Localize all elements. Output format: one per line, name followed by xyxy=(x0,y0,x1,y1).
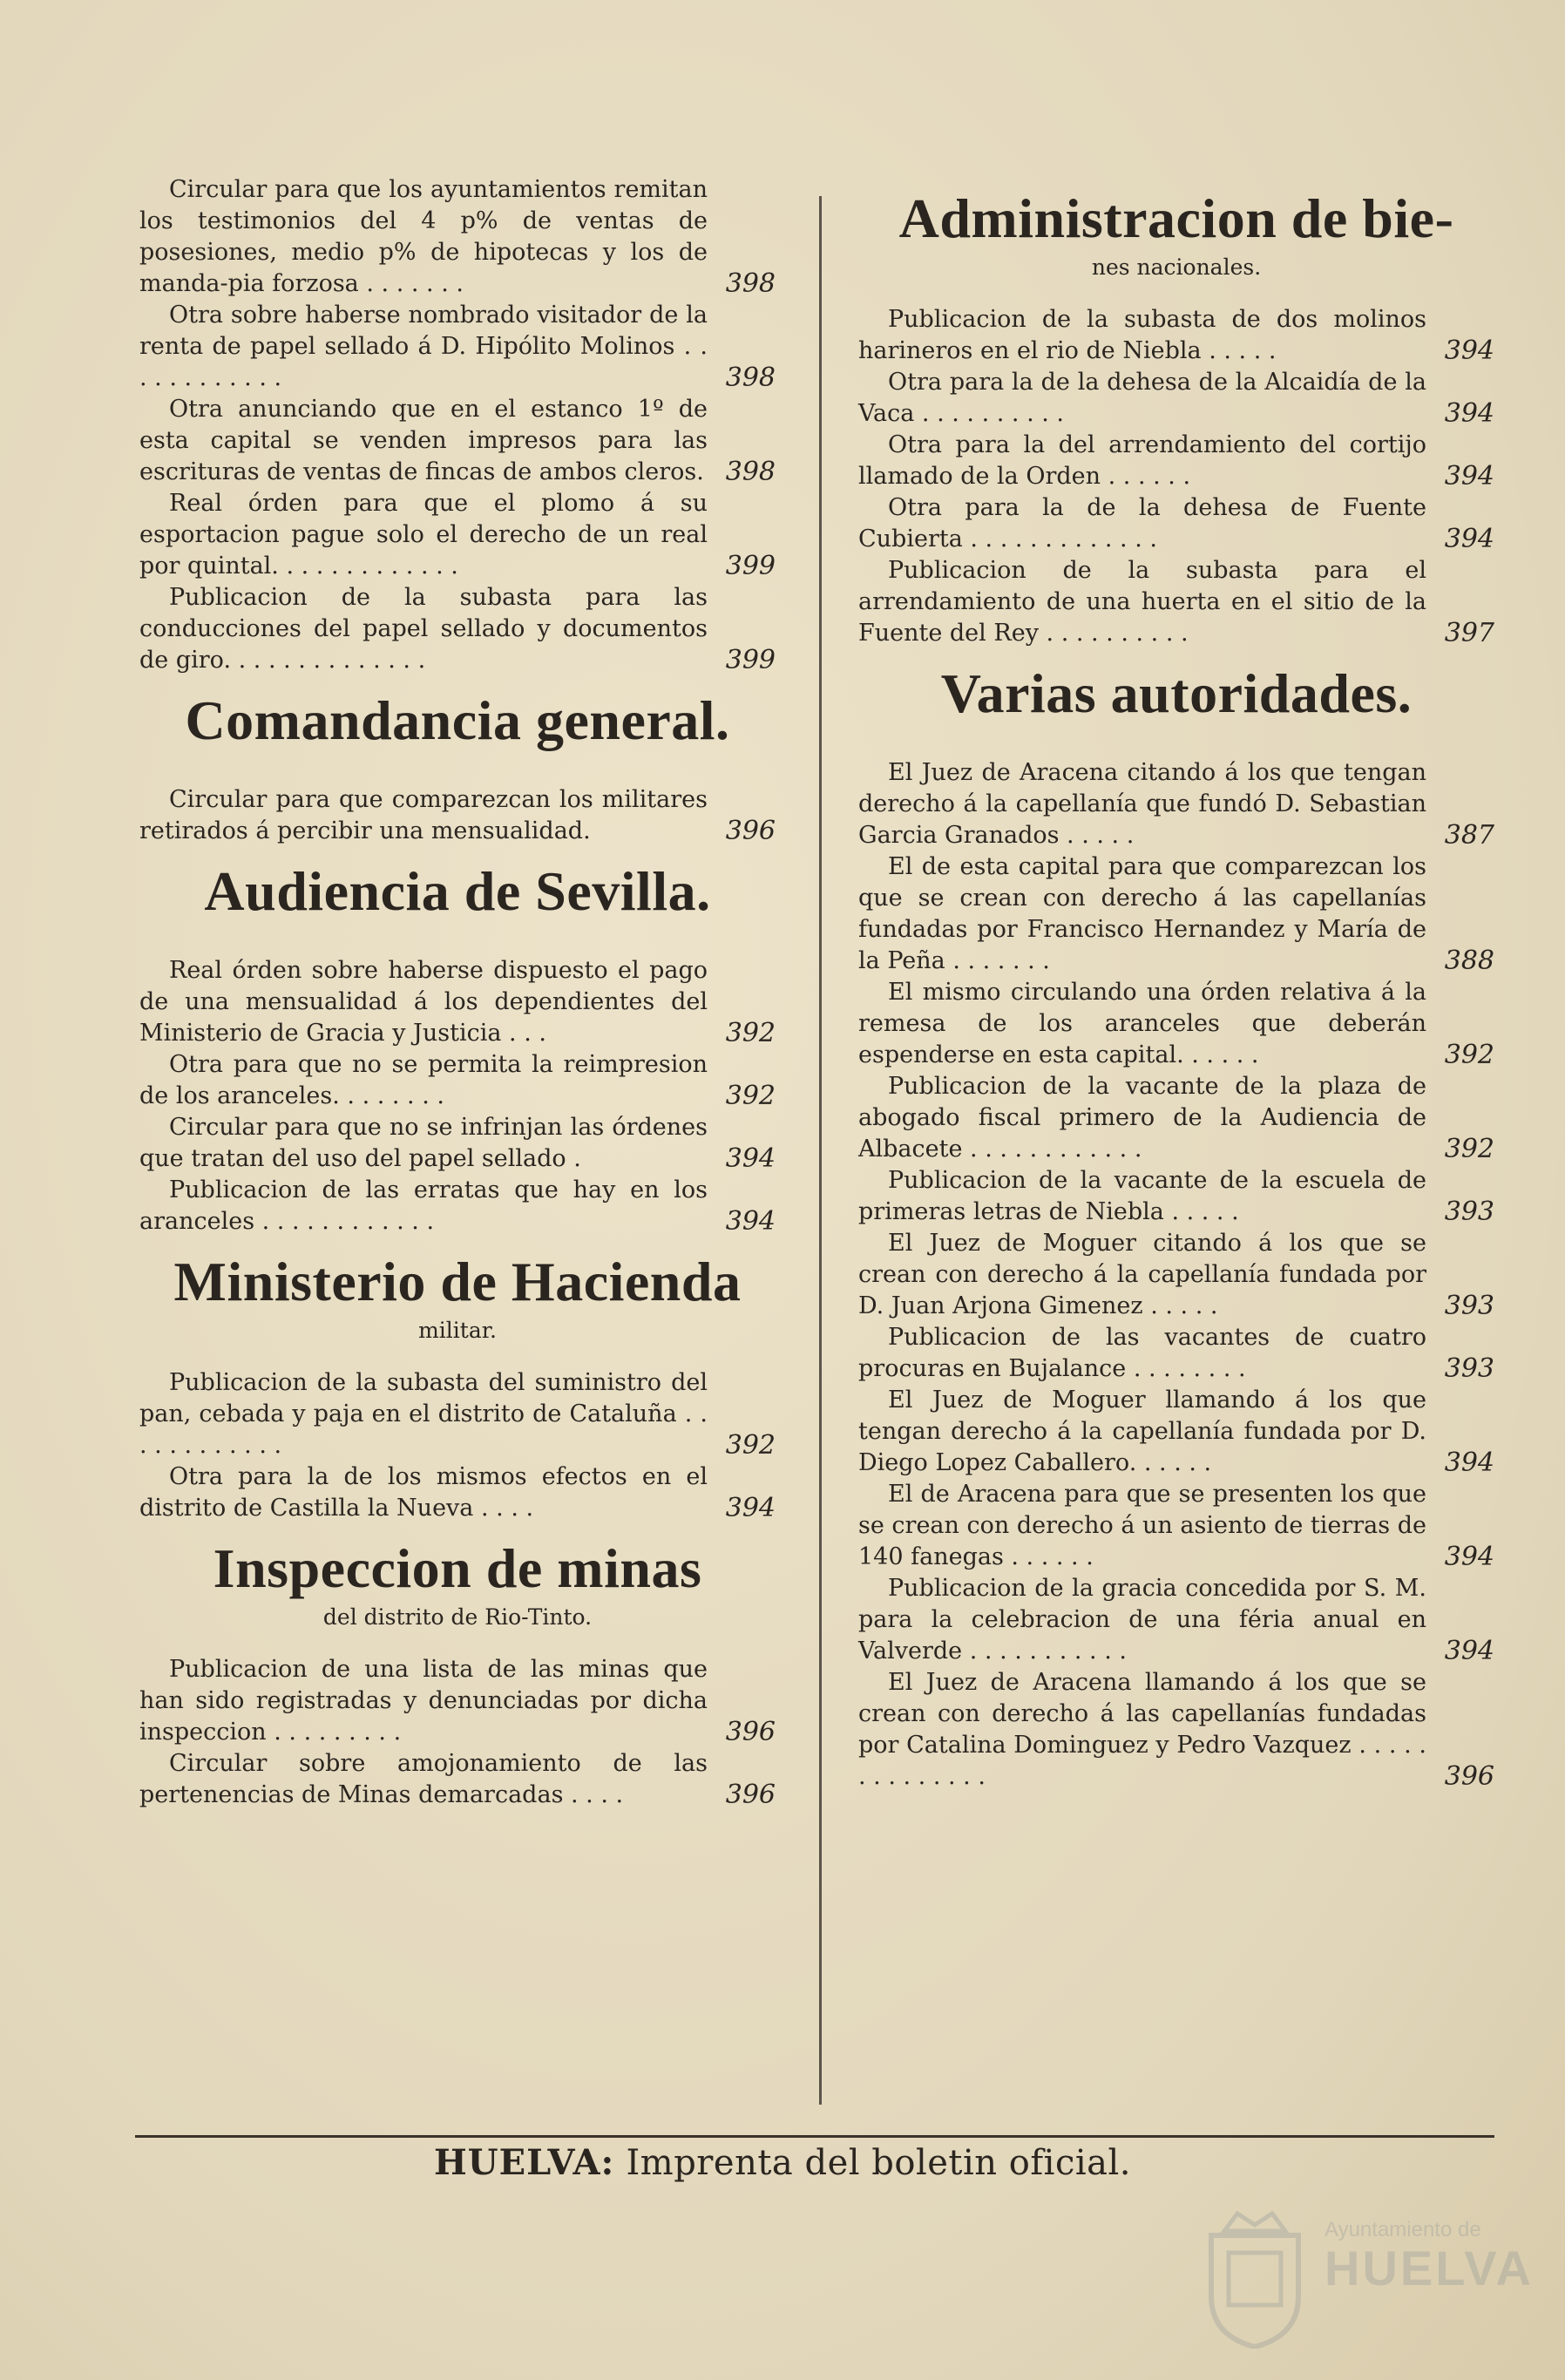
index-entry xyxy=(858,1228,1494,1322)
entry-page-number: 396 xyxy=(725,1717,776,1747)
section-title: Ministerio de Hacienda xyxy=(173,1251,742,1312)
entry-page-number: 396 xyxy=(725,1780,776,1810)
index-entry xyxy=(858,1385,1494,1479)
entry-page-number: 392 xyxy=(725,1081,776,1111)
index-entry xyxy=(139,1748,776,1811)
entry-text: Publicacion de una lista de las minas que han sido registradas y denunciadas por dicha inspeccion . . . . . . . . . xyxy=(139,1656,708,1746)
entry-page-number: 394 xyxy=(1444,398,1494,429)
right-column xyxy=(858,174,1494,1793)
index-entry xyxy=(858,1479,1494,1573)
intro-entries xyxy=(139,174,776,676)
index-entry xyxy=(139,955,776,1049)
right-sections xyxy=(858,186,1494,1793)
index-entry xyxy=(858,1573,1494,1667)
section xyxy=(139,859,776,1237)
entry-text: El Juez de Moguer citando á los que se crean con derecho á la capellanía fundada por D. Juan Arjona Gimenez . . . . . xyxy=(858,1230,1426,1319)
entry-page-number: 399 xyxy=(725,645,776,675)
index-entry xyxy=(858,1322,1494,1385)
watermark-line2: HUELVA xyxy=(1324,2241,1534,2295)
index-entry xyxy=(139,1049,776,1112)
index-entry xyxy=(139,1367,776,1461)
entry-text: Otra anunciando que en el estanco 1º de esta capital se venden impresos para las escrituras de ventas de fincas de ambos cleros. xyxy=(139,396,708,485)
entry-text: Real órden para que el plomo á su esportacion pague solo el derecho de un real por quintal. . . . . . . . . . . . . xyxy=(139,490,708,580)
entry-text: Publicacion de las erratas que hay en los aranceles . . . . . . . . . . . . xyxy=(139,1176,708,1235)
index-entry xyxy=(858,1165,1494,1228)
imprint-city: HUELVA: xyxy=(433,2142,615,2183)
entry-page-number: 394 xyxy=(725,1206,776,1237)
section xyxy=(139,1536,776,1811)
entry-page-number: 396 xyxy=(1444,1761,1494,1792)
entry-text: Circular para que comparezcan los militares retirados á percibir una mensualidad. xyxy=(139,786,708,844)
entry-text: El mismo circulando una órden relativa á la remesa de los aranceles que deberán espenderse en esta capital. . . . . . xyxy=(858,979,1426,1068)
entry-text: Otra para la de la dehesa de la Alcaidía de la Vaca . . . . . . . . . . xyxy=(858,369,1426,427)
entry-page-number: 394 xyxy=(1444,461,1494,492)
entry-text: Otra para que no se permita la reimpresion de los aranceles. . . . . . . . xyxy=(139,1051,708,1109)
entry-text: Publicacion de la subasta de dos molinos harineros en el rio de Niebla . . . . . xyxy=(858,306,1426,364)
entry-text: Real órden sobre haberse dispuesto el pago de una mensualidad á los dependientes del Ministerio de Gracia y Justicia . . . xyxy=(139,957,708,1047)
section-title: Inspeccion de minas xyxy=(213,1537,702,1599)
entry-text: Publicacion de la subasta para el arrendamiento de una huerta en el sitio de la Fuente del Rey . . . . . . . . . . xyxy=(858,557,1426,647)
entry-text: Circular sobre amojonamiento de las pertenencias de Minas demarcadas . . . . xyxy=(139,1750,708,1808)
entry-page-number: 398 xyxy=(725,268,776,299)
entry-text: Publicacion de las vacantes de cuatro procuras en Bujalance . . . . . . . . xyxy=(858,1324,1426,1382)
section-title: Varias autoridades. xyxy=(940,662,1413,724)
coat-of-arms-icon xyxy=(1203,2209,1307,2349)
index-entry xyxy=(858,851,1494,977)
section xyxy=(139,1250,776,1524)
entry-text: Circular para que no se infrinjan las órdenes que tratan del uso del papel sellado . xyxy=(139,1114,708,1172)
index-entry xyxy=(139,582,776,676)
entry-text: El Juez de Aracena citando á los que tengan derecho á la capellanía que fundó D. Sebastian Garcia Granados . . . . . xyxy=(858,759,1426,849)
entry-page-number: 394 xyxy=(1444,524,1494,554)
entry-page-number: 388 xyxy=(1444,946,1494,976)
entry-text: Circular para que los ayuntamientos remitan los testimonios del 4 p% de ventas de posesiones, medio p% de hipotecas y los de manda-pia forzosa . . . . . . . xyxy=(139,176,708,297)
entry-page-number: 399 xyxy=(725,551,776,581)
index-entry xyxy=(858,555,1494,649)
entry-page-number: 397 xyxy=(1444,618,1494,648)
index-entry xyxy=(139,300,776,394)
index-entry xyxy=(858,977,1494,1071)
index-entry xyxy=(858,367,1494,430)
index-entry xyxy=(139,1112,776,1175)
entry-text: Otra para la de los mismos efectos en el distrito de Castilla la Nueva . . . . xyxy=(139,1463,708,1522)
index-entry xyxy=(858,1667,1494,1793)
entry-page-number: 393 xyxy=(1444,1353,1494,1384)
entry-text: Publicacion de la subasta para las conducciones del papel sellado y documentos de giro. . . . . . . . . . . . . . xyxy=(139,584,708,674)
footer-rule xyxy=(135,2135,1494,2138)
entry-text: Otra sobre haberse nombrado visitador de la renta de papel sellado á D. Hipólito Molinos . . . . . . . . . . . . xyxy=(139,302,708,391)
entry-page-number: 396 xyxy=(725,816,776,846)
printer-imprint xyxy=(0,2142,1565,2183)
section-subtitle: militar. xyxy=(418,1318,497,1343)
index-entry xyxy=(139,488,776,582)
column-divider xyxy=(819,196,822,2105)
section xyxy=(858,661,1494,1793)
section-title: Administracion de bie- xyxy=(898,187,1454,249)
index-entry xyxy=(858,492,1494,555)
entry-text: Publicacion de la vacante de la plaza de abogado fiscal primero de la Audiencia de Albacete . . . . . . . . . . . . xyxy=(858,1073,1426,1163)
entry-page-number: 392 xyxy=(725,1430,776,1461)
entry-text: El de esta capital para que comparezcan los que se crean con derecho á las capellanías fundadas por Francisco Hernandez y María de la Peña . . . . . . . xyxy=(858,853,1426,974)
entry-page-number: 398 xyxy=(725,457,776,487)
section-subtitle: nes nacionales. xyxy=(1091,254,1262,280)
section-title: Comandancia general. xyxy=(185,689,730,751)
entry-page-number: 393 xyxy=(1444,1291,1494,1321)
entry-page-number: 394 xyxy=(1444,1542,1494,1572)
section xyxy=(858,186,1494,649)
index-entry xyxy=(858,304,1494,367)
entry-text: Otra para la de la dehesa de Fuente Cubierta . . . . . . . . . . . . . xyxy=(858,494,1426,553)
entry-page-number: 393 xyxy=(1444,1197,1494,1227)
left-column xyxy=(139,174,776,1811)
entry-page-number: 394 xyxy=(725,1493,776,1523)
section-title: Audiencia de Sevilla. xyxy=(204,860,711,922)
index-entry xyxy=(139,1654,776,1748)
entry-text: Publicacion de la vacante de la escuela de primeras letras de Niebla . . . . . xyxy=(858,1167,1426,1225)
entry-page-number: 392 xyxy=(1444,1134,1494,1164)
watermark-line1: Ayuntamiento de xyxy=(1324,2218,1481,2241)
entry-page-number: 394 xyxy=(1444,1636,1494,1666)
index-entry xyxy=(139,1461,776,1524)
section-subtitle: del distrito de Rio-Tinto. xyxy=(322,1604,593,1630)
entry-text: El Juez de Aracena llamando á los que se crean con derecho á las capellanías fundadas por Catalina Dominguez y Pedro Vazquez . . . . . . . . . . . . . . xyxy=(858,1669,1426,1790)
imprint-text: Imprenta del boletin oficial. xyxy=(626,2143,1132,2183)
entry-text: Publicacion de la subasta del suministro del pan, cebada y paja en el distrito de Cataluña . . . . . . . . . . . . xyxy=(139,1369,708,1459)
entry-page-number: 392 xyxy=(1444,1040,1494,1070)
index-entry xyxy=(139,394,776,488)
index-entry xyxy=(139,784,776,847)
city-watermark xyxy=(1203,2209,1534,2357)
entry-page-number: 387 xyxy=(1444,820,1494,851)
entry-page-number: 394 xyxy=(1444,1448,1494,1478)
entry-text: El Juez de Moguer llamando á los que tengan derecho á la capellanía fundada por D. Diego Lopez Caballero. . . . . . xyxy=(858,1387,1426,1476)
index-entry xyxy=(858,1071,1494,1165)
entry-page-number: 392 xyxy=(725,1018,776,1048)
section xyxy=(139,688,776,847)
index-entry xyxy=(139,174,776,300)
entry-text: Otra para la del arrendamiento del cortijo llamado de la Orden . . . . . . xyxy=(858,431,1426,490)
watermark-text xyxy=(1324,2218,1534,2295)
left-sections xyxy=(139,688,776,1811)
entry-text: El de Aracena para que se presenten los que se crean con derecho á un asiento de tierras de 140 fanegas . . . . . . xyxy=(858,1481,1426,1570)
index-entry xyxy=(858,757,1494,851)
entry-text: Publicacion de la gracia concedida por S. M. para la celebracion de una féria anual en Valverde . . . . . . . . . . . xyxy=(858,1575,1426,1665)
index-entry xyxy=(139,1175,776,1237)
entry-page-number: 394 xyxy=(725,1143,776,1174)
index-entry xyxy=(858,430,1494,492)
entry-page-number: 398 xyxy=(725,363,776,393)
entry-page-number: 394 xyxy=(1444,336,1494,366)
